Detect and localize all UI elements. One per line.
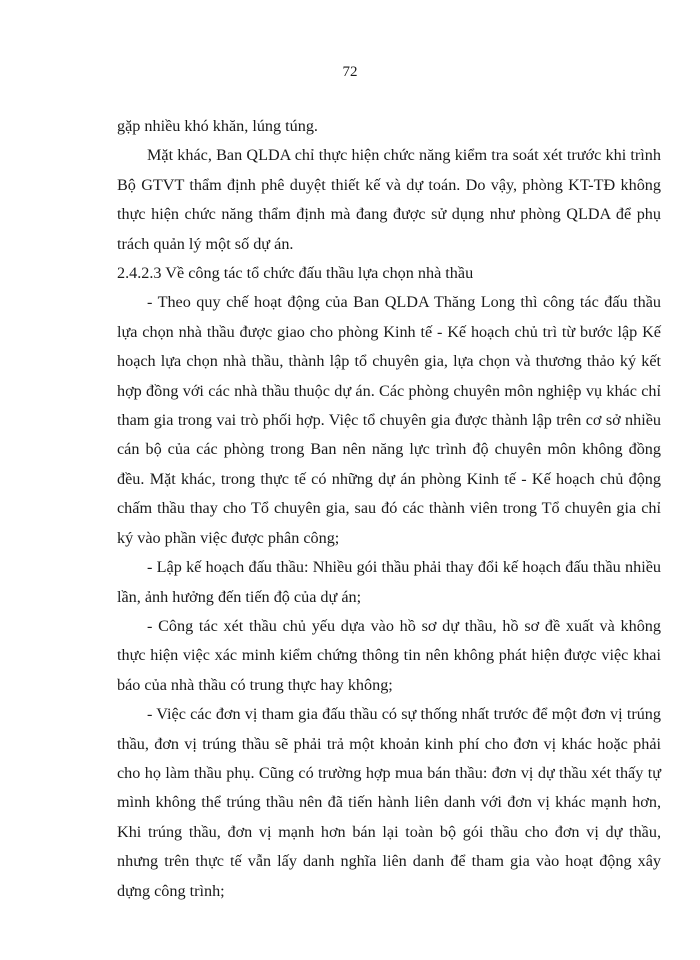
paragraph: Mặt khác, Ban QLDA chỉ thực hiện chức năng kiểm tra soát xét trước khi trình Bộ GTVT thẩm định phê duyệt thiết kế và dự toán. Do vậy, phòng KT-TĐ không thực hiện chức năng thẩm định mà đang được sử dụng như phòng QLDA để phụ trách quản lý một số dự án.: [117, 146, 661, 253]
bullet-paragraph: - Lập kế hoạch đấu thầu: Nhiều gói thầu phải thay đổi kế hoạch đấu thầu nhiều lần, ảnh hưởng đến tiến độ của dự án;: [117, 558, 661, 606]
bullet-paragraph: - Công tác xét thầu chủ yếu dựa vào hồ sơ dự thầu, hồ sơ đề xuất và không thực hiện việc xác minh kiểm chứng thông tin nên không phát hiện được việc khai báo của nhà thầu có trung thực hay không;: [117, 616, 661, 694]
section-heading: 2.4.2.3 Về công tác tổ chức đấu thầu lựa chọn nhà thầu: [117, 264, 474, 283]
page-number: 72: [342, 64, 358, 80]
bullet-paragraph: - Theo quy chế hoạt động của Ban QLDA Thăng Long thì công tác đấu thầu lựa chọn nhà thầu được giao cho phòng Kinh tế - Kế hoạch chủ trì từ bước lập Kế hoạch lựa chọn nhà thầu, thành lập tổ chuyên gia, lựa chọn và thương thảo ký kết hợp đồng với các nhà thầu thuộc dự án. Các phòng chuyên môn nghiệp vụ khác chỉ tham gia trong vai trò phối hợp. Việc tổ chuyên gia được thành lập trên cơ sở nhiều cán bộ của các phòng trong Ban nên năng lực trình độ chuyên môn không đồng đều. Mặt khác, trong thực tế có những dự án phòng Kinh tế - Kế hoạch chủ động chấm thầu thay cho Tổ chuyên gia, sau đó các thành viên trong Tổ chuyên gia chỉ ký vào phần việc được phân công;: [117, 293, 661, 547]
bullet-paragraph: - Việc các đơn vị tham gia đấu thầu có sự thống nhất trước để một đơn vị trúng thầu, đơn vị trúng thầu sẽ phải trả một khoản kinh phí cho đơn vị khác hoặc phải cho họ làm thầu phụ. Cũng có trường hợp mua bán thầu: đơn vị dự thầu xét thấy tự mình không thể trúng thầu nên đã tiến hành liên danh với đơn vị khác mạnh hơn, Khi trúng thầu, đơn vị mạnh hơn bán lại toàn bộ gói thầu cho đơn vị dự thầu, nhưng trên thực tế vẫn lấy danh nghĩa liên danh để tham gia vào hoạt động xây dựng công trình;: [117, 705, 661, 900]
document-body: [117, 112, 661, 906]
paragraph-continuation: gặp nhiều khó khăn, lúng túng.: [117, 117, 318, 135]
